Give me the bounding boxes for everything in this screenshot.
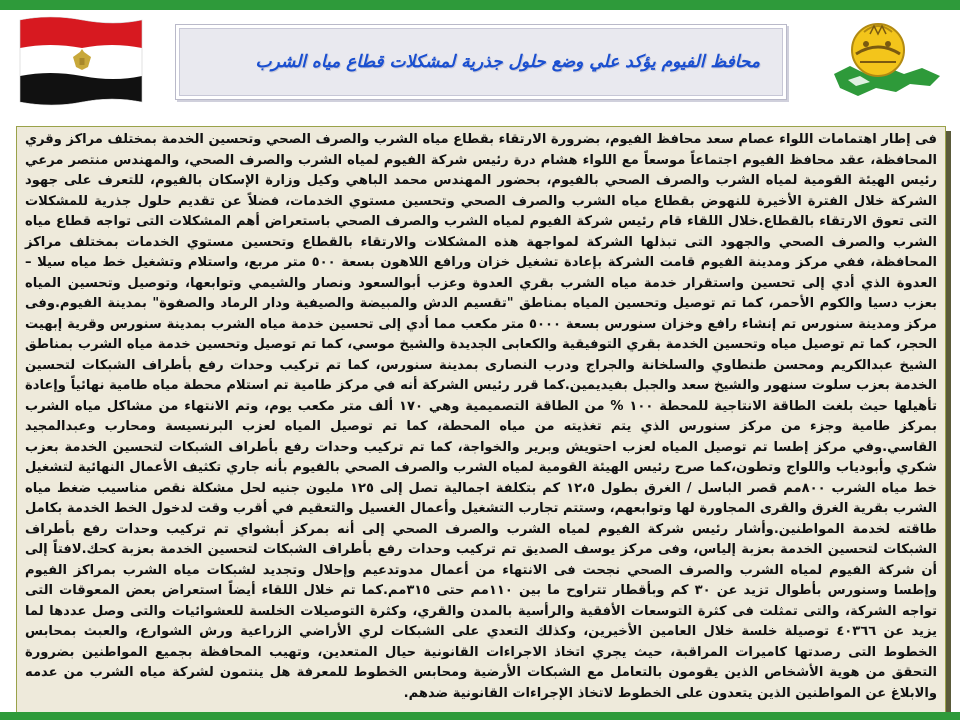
egypt-flag-icon: [16, 14, 146, 106]
top-green-border: [0, 0, 960, 10]
bottom-green-border: [0, 712, 960, 720]
page-header: [0, 10, 960, 122]
article-content-box: [16, 126, 946, 720]
fayoum-governorate-logo: [826, 14, 946, 118]
article-body: فى إطار اهتمامات اللواء عصام سعد محافظ الفيوم، بضرورة الارتقاء بقطاع مياه الشرب والصرف الصحي وتحسين الخدمة بمختلف مراكز وقري المحافظة، عقد محافظ الفيوم اجتماعاً موسعاً مع اللواء هشام درة رئيس شركة الفيوم لمياه الشرب والصرف الصحي، والمهندس منتصر مرعي رئيس الهيئة القومية لمياه الشرب والصرف الصحي بالفيوم، بحضور المهندس محمد الباهي وكيل وزارة الإسكان بالفيوم، للتعرف على جهود الشركة خلال الفترة الأخيرة للنهوض بقطاع مياه الشرب والصرف الصحي وتحسين مستوي الخدمات، فضلاً عن تقديم حلول جذرية للمشكلات التى تعوق الارتقاء بالقطاع.خلال اللقاء قام رئيس شركة الفيوم لمياه الشرب والصرف الصحي باستعراض أهم المشكلات التى تواجه قطاع مياه الشرب والصرف الصحي والجهود التى تبذلها الشركة لمواجهة هذه المشكلات والارتقاء بالقطاع وتحسين مستوي الخدمات بمختلف مراكز المحافظة، ففي مركز ومدينة الفيوم قامت الشركة بإعادة تشغيل خزان ورافع اللاهون بسعة ٥٠٠ متر مربع، واستلام وتشغيل خط مياه سيلا – العدوة الذي أدي إلى تحسين واستقرار خدمة مياه الشرب بقري العدوة وعزب أبوالسعود ونصار والشيمي وتوابعها، وتوصيل وتحسين المياه بعزب دسيا والكوم الأحمر، كما تم توصيل وتحسين المياه بمناطق "تقسيم الدش والمبيضة والصيفية ودار الرماد والصفوة" بمدينة الفيوم.وفى مركز ومدينة سنورس تم إنشاء رافع وخزان سنورس بسعة ٥٠٠٠ متر مكعب مما أدي إلى تحسين خدمة مياه الشرب بمدينة سنورس وقرية إبهيت الحجر، كما تم توصيل مياه وتحسين الخدمة بقري التوفيقية والكعابى الجديدة والشيخ موسي، كما تم توصيل وتحسين خدمة مياه الشرب بمناطق الشيخ عبدالكريم ومحسن طنطاوي والسلخانة والجراج ودرب النصارى بمدينة سنورس، كما تم تركيب وحدات رفع بأطراف الشبكات لتحسين الخدمة بعزب سلوت سنهور والشيخ سعد والجبل بفيديمين.كما قرر رئيس الشركة أنه في مركز طامية تم استلام محطة مياه طامية نهائياً وإعادة تأهيلها حيث بلغت الطاقة الانتاجية للمحطة ١٠٠ % من الطاقة التصميمية وهي ١٧٠ ألف متر مكعب يوم، وتم الانتهاء من مشاكل مياه الشرب بمركز طامية وجزء من مركز سنورس الذي يتم تغذيته من مياه المحطة، كما تم توصيل المياه لعزب البرنسيسة ومحارب وعبدالمجيد القاسي.وفي مركز إطسا تم توصيل المياه لعزب احتويش وبرير والخواجة، كما تم تركيب وحدات رفع بأطراف الشبكات لتحسين الخدمة بعزب شكري وأبودياب واللواج وتطون،كما صرح رئيس الهيئة القومية لمياه الشرب والصرف الصحي بالفيوم بأنه جاري تكثيف الأعمال النهائية لتشغيل خط مياه الشرب ٨٠٠مم قصر الباسل / الغرق بطول ١٢،٥ كم بتكلفة اجمالية تصل إلى ١٢٥ مليون جنيه لحل مشكلة نقص مناسيب ضغط مياه الشرب بقرية الغرق والقرى المجاورة لها وتوابعهم، وستتم تجارب التشغيل وأعمال الغسيل والتعقيم في أقرب وقت لدخول الخط الخدمة بكامل طاقته لخدمة المواطنين.وأشار رئيس شركة الفيوم لمياه الشرب والصرف الصحي إلى أنه بمركز أبشواي تم تركيب وحدات رفع بأطراف الشبكات لتحسين الخدمة بعزبة إلياس، وفى مركز يوسف الصديق تم تركيب وحدات رفع بأطراف الشبكات لتحسين الخدمة بعزبة كحك.لافتاً إلى أن شركة الفيوم لمياه الشرب والصرف الصحي نجحت فى الانتهاء من أعمال مدوتدعيم وإحلال وتجديد لشبكات مياه الشرب بمراكز الفيوم وإطسا وسنورس بأطوال تزيد عن ٣٠ كم وبأقطار تتراوح ما بين ١١٠مم حتى ٣١٥مم.كما تم خلال اللقاء أيضاً استعراض بعض المعوقات التى تواجه الشركة، والتى تمثلت فى كثرة التوسعات الأفقية والرأسية بالمدن والقري، وكثرة التوصيلات الخلسة للعشوائيات والتى وصل عددها لما يزيد عن ٤٠٣٦٦ توصيلة خلسة خلال العامين الأخيرين، وكذلك التعدي على الشبكات لري الأراضي الزراعية ورش الشوارع، والعبث بمحابس الخطوط التى رصدتها كاميرات المراقبة، حيث يجري اتخاذ الاجراءات القانونية حيال المتعدين، وتهيب المحافظة بجميع المواطنين بضرورة التحقق من هوية الأشخاص الذين يقومون بالتعامل مع الشبكات الأرضية ومحابس الخطوط للمعرفة هل ينتمون لشركة مياه الشرب من عدمه والابلاغ عن المواطنين الذين يتعدون على الخطوط لاتخاذ الإجراءات القانونية ضدهم.: [25, 132, 938, 701]
title-banner: [175, 24, 787, 100]
page-title: محافظ الفيوم يؤكد علي وضع حلول جذرية لمشكلات قطاع مياه الشرب: [255, 52, 760, 72]
